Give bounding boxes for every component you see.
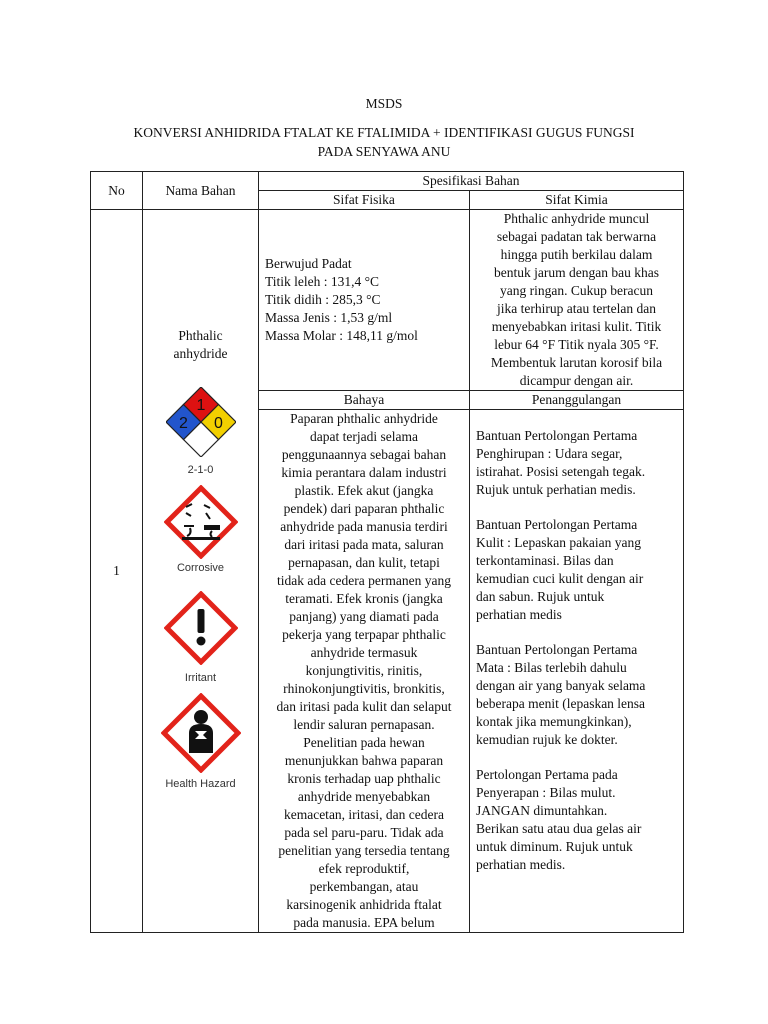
sifat-fisika-line: Massa Jenis : 1,53 g/ml bbox=[265, 310, 393, 325]
sifat-fisika-line: Titik didih : 285,3 °C bbox=[265, 292, 381, 307]
header-nama-bahan: Nama Bahan bbox=[143, 172, 259, 210]
bahaya-line: Penelitian pada hewan bbox=[303, 735, 425, 750]
bahaya-line: anhydride menyebabkan bbox=[297, 789, 431, 804]
bahaya-line: penggunaannya sebagai bahan bbox=[281, 447, 447, 462]
material-name bbox=[143, 327, 258, 363]
bahaya-line: kimia perantara dalam industri bbox=[281, 465, 447, 480]
symbol-caption-corrosive: Corrosive bbox=[176, 562, 225, 574]
bahaya-line: karsinogenik anhidrida ftalat bbox=[286, 897, 442, 912]
nfpa-code: 2-1-0 bbox=[187, 464, 214, 476]
first-aid-skin: Bantuan Pertolongan Pertama Kulit : Lepaskan pakaian yang terkontaminasi. Bilas dan kemudian cuci kulit dengan air dan sabun. Rujuk untuk perhatian medis bbox=[476, 517, 644, 622]
bahaya-line: dan iritasi pada kulit dan selaput bbox=[276, 699, 452, 714]
bahaya-line: kronis terhadap uap phthalic bbox=[287, 771, 441, 786]
nfpa-health-value: 2 bbox=[178, 415, 188, 432]
sifat-kimia-line: Phthalic anhydride muncul bbox=[503, 211, 650, 226]
header-spesifikasi: Spesifikasi Bahan bbox=[259, 172, 684, 191]
material-cell bbox=[143, 210, 259, 933]
msds-table bbox=[90, 171, 684, 933]
sifat-fisika-cell bbox=[259, 210, 470, 391]
title-line-2: PADA SENYAWA ANU bbox=[317, 144, 451, 159]
document-title bbox=[0, 123, 768, 161]
header-sifat-kimia: Sifat Kimia bbox=[470, 191, 684, 210]
first-aid-ingestion: Pertolongan Pertama pada Penyerapan : Bilas mulut. JANGAN dimuntahkan. Berikan satu atau dua gelas air untuk diminum. Rujuk untuk perhatian medis. bbox=[476, 767, 642, 872]
bahaya-line: lendir saluran pernapasan. bbox=[293, 717, 435, 732]
row-number: 1 bbox=[91, 210, 143, 933]
bahaya-line: tidak ada cedera permanen yang bbox=[277, 573, 451, 588]
symbol-caption-irritant: Irritant bbox=[184, 672, 217, 684]
bahaya-cell bbox=[259, 410, 470, 933]
bahaya-line: pernapasan, dan kulit, tetapi bbox=[288, 555, 440, 570]
bahaya-line: penelitian yang tersedia tentang bbox=[278, 843, 450, 858]
bahaya-line: pekerja yang terpapar phthalic bbox=[282, 627, 446, 642]
bahaya-line: dapat terjadi selama bbox=[310, 429, 418, 444]
bahaya-line: panjang) yang diamati pada bbox=[289, 609, 439, 624]
sifat-kimia-line: hingga putih berkilau dalam bbox=[500, 247, 653, 262]
bahaya-line: anhydride pada manusia terdiri bbox=[280, 519, 448, 534]
first-aid-inhalation: Bantuan Pertolongan Pertama Penghirupan : Udara segar, istirahat. Posisi setengah tegak. Rujuk untuk perhatian medis. bbox=[476, 428, 646, 497]
bahaya-line: konjungtivitis, rinitis, bbox=[305, 663, 423, 678]
sifat-kimia-line: lebur 64 °F Titik nyala 305 °F. bbox=[494, 337, 659, 352]
material-name-line-2: anhydride bbox=[173, 346, 228, 361]
bahaya-line: teramati. Efek kronis (jangka bbox=[285, 591, 443, 606]
nfpa-diamond-icon bbox=[166, 387, 236, 457]
header-no: No bbox=[91, 172, 143, 210]
sifat-kimia-line: sebagai padatan tak berwarna bbox=[496, 229, 657, 244]
penanggulangan-cell bbox=[470, 410, 684, 933]
symbol-caption-health-hazard: Health Hazard bbox=[165, 778, 236, 790]
first-aid-eyes: Bantuan Pertolongan Pertama Mata : Bilas terlebih dahulu dengan air yang banyak selama beberapa menit (lepaskan lensa kontak jika memungkinkan), kemudian rujuk ke dokter. bbox=[476, 642, 646, 747]
bahaya-line: efek reproduktif, bbox=[318, 861, 410, 876]
bahaya-line: menunjukkan bahwa paparan bbox=[284, 753, 444, 768]
corrosive-icon bbox=[164, 485, 238, 559]
sifat-kimia-line: Membentuk larutan korosif bila bbox=[490, 355, 663, 370]
document-heading: MSDS bbox=[365, 96, 403, 111]
sifat-fisika-line: Titik leleh : 131,4 °C bbox=[265, 274, 380, 289]
nfpa-flammability-value: 1 bbox=[196, 397, 205, 414]
header-sifat-fisika: Sifat Fisika bbox=[259, 191, 470, 210]
health-hazard-icon bbox=[161, 693, 241, 773]
sifat-kimia-line: yang ringan. Cukup beracun bbox=[500, 283, 653, 298]
sifat-fisika-line: Massa Molar : 148,11 g/mol bbox=[265, 328, 418, 343]
bahaya-line: plastik. Efek akut (jangka bbox=[294, 483, 434, 498]
header-bahaya: Bahaya bbox=[259, 391, 470, 410]
header-penanggulangan: Penanggulangan bbox=[470, 391, 684, 410]
sifat-kimia-line: menyebabkan iritasi kulit. Titik bbox=[491, 319, 662, 334]
bahaya-line: pada manusia. EPA belum bbox=[293, 915, 435, 930]
bahaya-line: pendek) dari paparan phthalic bbox=[283, 501, 445, 516]
sifat-kimia-line: bentuk jarum dengan bau khas bbox=[494, 265, 659, 280]
bahaya-line: kemacetan, iritasi, dan cedera bbox=[283, 807, 445, 822]
bahaya-line: rhinokonjungtivitis, bronkitis, bbox=[283, 681, 445, 696]
sifat-kimia-cell bbox=[470, 210, 684, 391]
nfpa-reactivity-value: 0 bbox=[213, 415, 223, 432]
bahaya-line: dari iritasi pada mata, saluran bbox=[284, 537, 444, 552]
bahaya-line: Paparan phthalic anhydride bbox=[290, 411, 438, 426]
bahaya-line: pada sel paru-paru. Tidak ada bbox=[284, 825, 444, 840]
sifat-fisika-line: Berwujud Padat bbox=[265, 256, 352, 271]
material-name-line-1: Phthalic bbox=[178, 328, 223, 343]
bahaya-line: anhydride termasuk bbox=[310, 645, 418, 660]
exclamation-icon bbox=[164, 591, 238, 665]
title-line-1: KONVERSI ANHIDRIDA FTALAT KE FTALIMIDA + IDENTIFIKASI GUGUS FUNGSI bbox=[133, 125, 635, 140]
bahaya-line: perkembangan, atau bbox=[309, 879, 419, 894]
sifat-kimia-line: jika terhirup atau tertelan dan bbox=[497, 301, 656, 316]
sifat-kimia-line: dicampur dengan air. bbox=[519, 373, 634, 388]
